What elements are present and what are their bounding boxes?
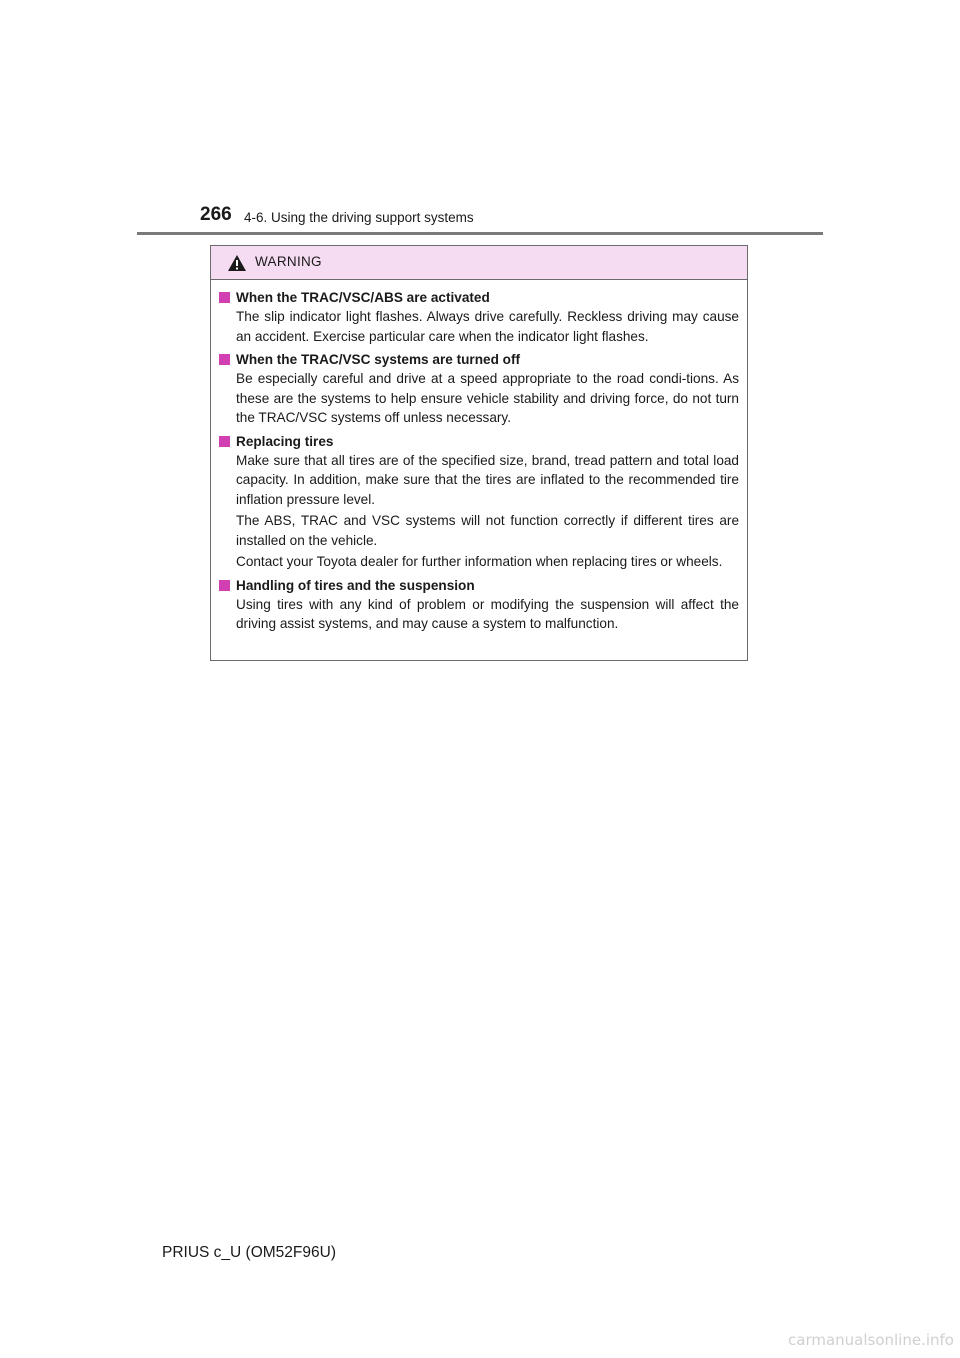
item-paragraph: The slip indicator light flashes. Always drive carefully. Reckless driving may cause an accident. Exercise particular care when the indicator light flashes. bbox=[236, 309, 739, 344]
section-title: 4-6. Using the driving support systems bbox=[244, 210, 474, 225]
bullet-square-icon bbox=[219, 580, 230, 591]
bullet-square-icon bbox=[219, 354, 230, 365]
warning-box bbox=[210, 245, 748, 661]
bullet-square-icon bbox=[219, 436, 230, 447]
item-heading-text: When the TRAC/VSC systems are turned off bbox=[236, 352, 521, 367]
item-heading bbox=[219, 432, 739, 451]
item-heading-text: When the TRAC/VSC/ABS are activated bbox=[236, 290, 490, 305]
item-heading bbox=[219, 576, 739, 595]
watermark: carmanualsonline.info bbox=[788, 1331, 954, 1349]
item-paragraph: The ABS, TRAC and VSC systems will not function correctly if different tires are installed on the vehicle. bbox=[236, 513, 739, 548]
warning-body bbox=[211, 280, 747, 634]
warning-label: WARNING bbox=[255, 254, 322, 269]
item-heading bbox=[219, 350, 739, 369]
header-rule bbox=[137, 232, 823, 235]
warning-header bbox=[211, 246, 747, 280]
footer-model: PRIUS c_U (OM52F96U) bbox=[162, 1244, 336, 1261]
item-heading-text: Replacing tires bbox=[236, 433, 334, 449]
item-paragraph: Be especially careful and drive at a speed appropriate to the road condi-tions. As these are the systems to help ensure vehicle stability and driving force, do not turn the TRAC/VSC systems off unless necessary. bbox=[236, 371, 739, 425]
bullet-square-icon bbox=[219, 292, 230, 303]
item-heading-text: Handling of tires and the suspension bbox=[236, 577, 475, 593]
warning-item bbox=[219, 576, 739, 634]
item-paragraph: Using tires with any kind of problem or modifying the suspension will affect the driving assist systems, and may cause a system to malfunction. bbox=[236, 596, 739, 631]
warning-item bbox=[219, 432, 739, 572]
warning-item bbox=[219, 350, 739, 428]
warning-triangle-icon bbox=[227, 254, 247, 272]
item-paragraph: Make sure that all tires are of the specified size, brand, tread pattern and total load capacity. In addition, make sure that the tires are inflated to the recommended tire inflation pressure level. bbox=[236, 452, 739, 507]
page-number: 266 bbox=[200, 204, 232, 225]
item-heading bbox=[219, 288, 739, 307]
warning-item bbox=[219, 288, 739, 346]
item-paragraph: Contact your Toyota dealer for further information when replacing tires or wheels. bbox=[236, 554, 723, 569]
